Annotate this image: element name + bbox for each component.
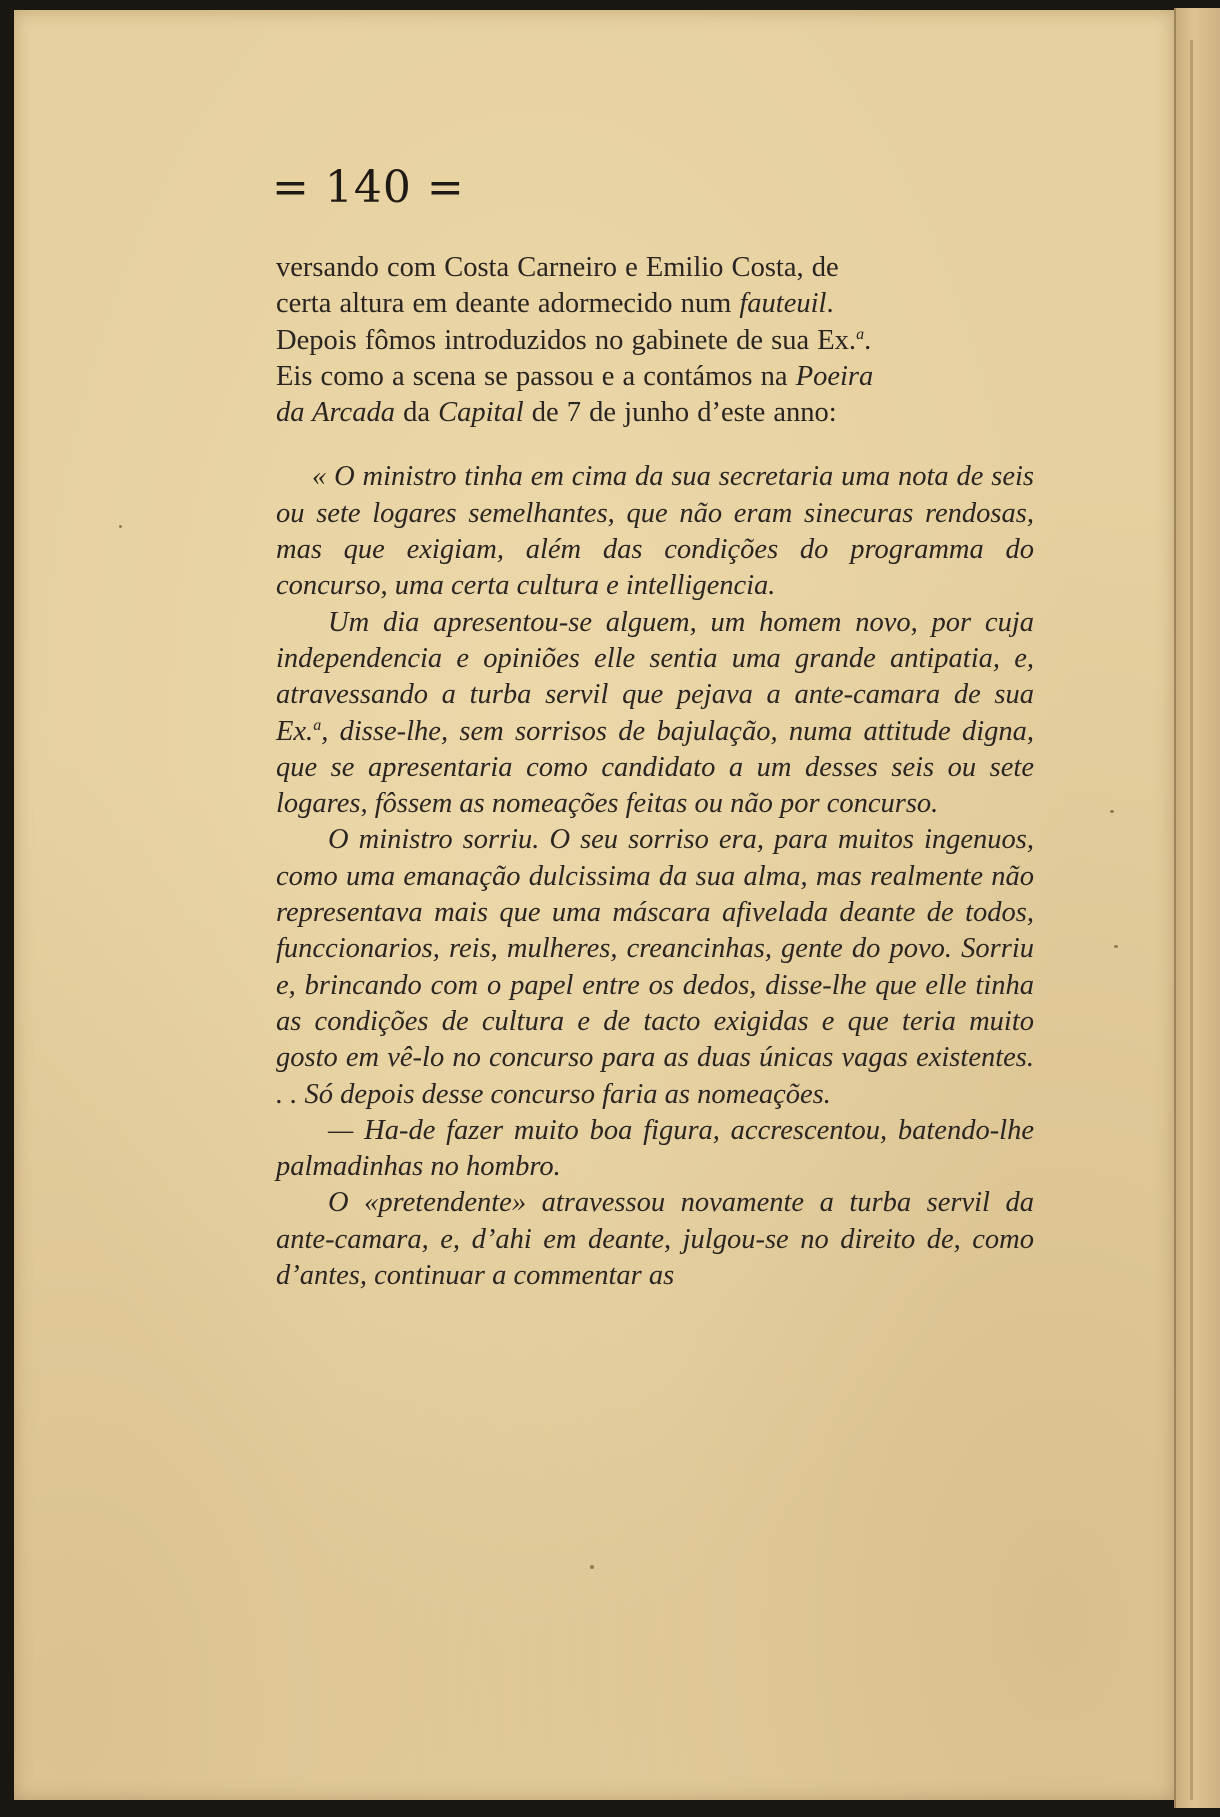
text-run: Depois fômos introduzidos no gabinete de sua Ex. (276, 324, 857, 356)
page-number: = 140 = (272, 162, 465, 213)
page-edge-line (1190, 40, 1193, 1800)
text-run: de 7 de junho d’este anno: (523, 397, 837, 429)
text-run: Eis como a scena se passou e a contámos na (276, 360, 796, 392)
text-run: versando com Costa Carneiro e Emilio Costa, de (276, 252, 839, 283)
superscript: a (313, 716, 322, 734)
text-run: certa altura em deante adormecido num (276, 288, 740, 320)
paper-spot (1114, 945, 1118, 948)
text-run: Um dia apresentou-se alguem, um homem novo, por cuja independencia e opiniões elle sentia uma grande antipatia, e, atravessando a turba servil que pejava a ante-camara de sua Ex. (276, 606, 1034, 747)
text-run-italic: Capital (438, 397, 524, 429)
text-run: . (864, 324, 872, 356)
text-run: da (394, 397, 439, 429)
text-run: . (826, 288, 834, 320)
text-run-italic: fauteuil (739, 288, 827, 320)
text-run-italic: Poeira (795, 360, 874, 392)
paper-spot (119, 525, 122, 528)
paragraph-intro (276, 250, 1034, 431)
paper-spot (1110, 810, 1114, 813)
text-run-italic: da Arcada (276, 397, 395, 429)
quote-paragraph-2 (276, 605, 1034, 823)
paper-spot (590, 1565, 594, 1569)
quote-paragraph-5: O «pretendente» atravessou novamente a turba servil da ante-camara, e, d’ahi em deante, julgou-se no direito de, como d’antes, continuar a commentar as (276, 1187, 1034, 1292)
quote-paragraph-3: O ministro sorriu. O seu sorriso era, para muitos ingenuos, como uma emanação dulcissima da sua alma, mas realmente não representava mais que uma máscara afivelada deante de todos, funccionarios, reis, mulheres, creancinhas, gente do povo. Sorriu e, brincando com o papel entre os dedos, disse-lhe que elle tinha as condições de cultura e de tacto exigidas e que teria muito gosto em vê-lo no concurso para as duas únicas vagas existentes. . . Só depois desse concurso faria as nomeações. (276, 824, 1034, 1110)
body-text (276, 250, 1034, 1294)
quote-paragraph-1: « O ministro tinha em cima da sua secretaria uma nota de seis ou sete logares semelhantes, que não eram sinecuras rendosas, mas que exigiam, além das condições do programma do concurso, uma certa cultura e intelligencia. (276, 461, 1034, 602)
quote-paragraph-4: — Ha-de fazer muito boa figura, accrescentou, batendo-lhe palmadinhas no hombro. (276, 1114, 1034, 1183)
text-run: , disse-lhe, sem sorrisos de bajulação, numa attitude digna, que se apresentaria como candidato a um desses seis ou sete logares, fôssem as nomeações feitas ou não por concurso. (276, 715, 1034, 820)
page-edge (1174, 8, 1220, 1808)
superscript: a (856, 325, 865, 343)
